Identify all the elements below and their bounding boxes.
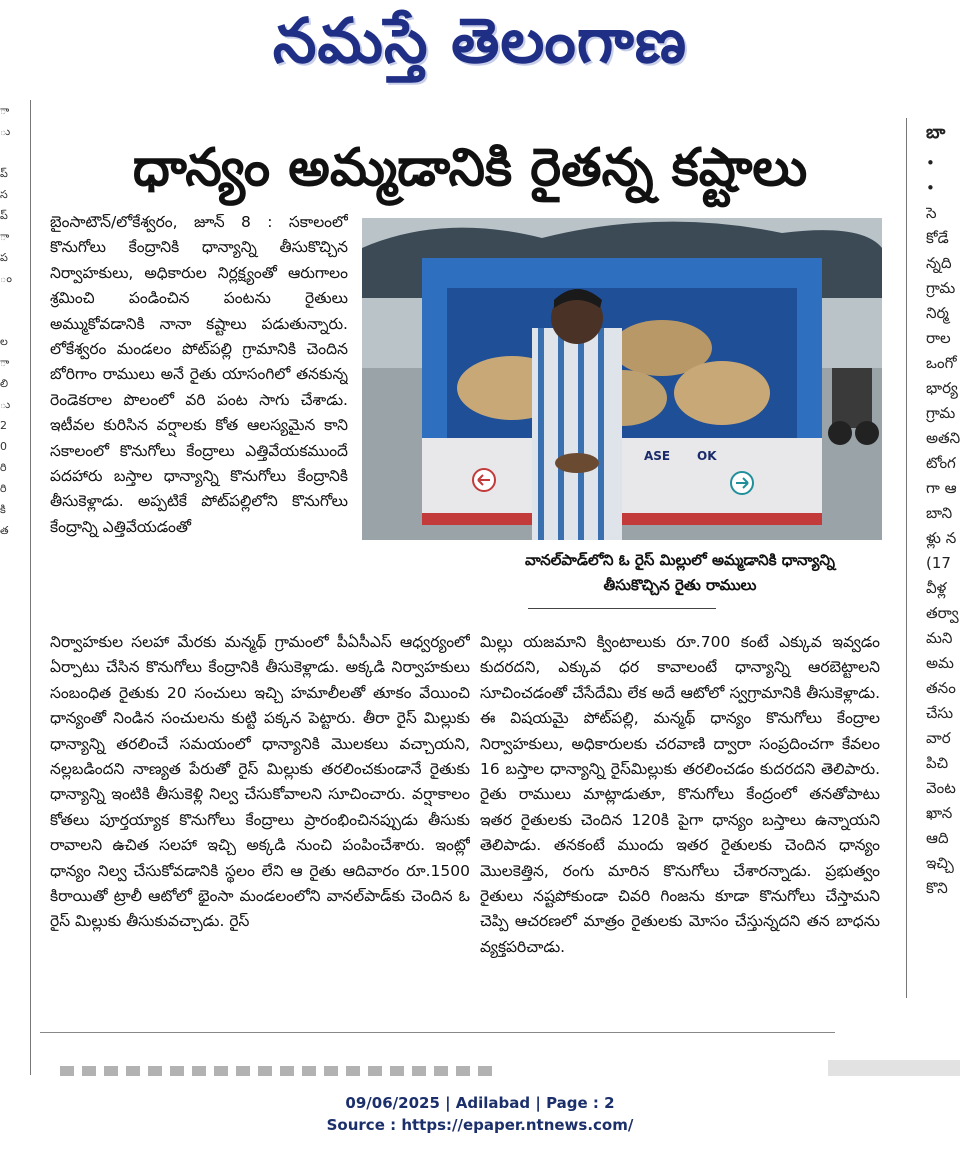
article-paragraph-3: మిల్లు యజమాని క్వింటాలుకు రూ.700 కంటే ఎక్కువ ఇవ్వడం కుదరదని, ఎక్కువ ధర కావాలంటే ధాన్యాన్ని ఆరబెట్టాలని సూచించడంతో చేసేదేమి లేక అదే ఆటోలో స్వగ్రామానికి తీసుకెళ్లాడు. ఈ విషయమై పోట్‌పల్లి, మన్మథ్ ధాన్యం కొనుగోలు కేంద్రాల నిర్వాహకులు, అధికారులకు చరవాణి ద్వారా సంప్రదించగా కేవలం 16 బస్తాల ధాన్యాన్ని రైస్‌మిల్లుకు తరలించడం కుదరదని తెలిపారు. రైతు రాములు మాట్లాడుతూ, కొనుగోలు కేంద్రంలో తనతోపాటు ఇతర రైతులకు చెందిన 120కి పైగా ధాన్యం బస్తాలు ఉన్నాయని తెలిపాడు. తనకంటే ముందు ఇతర రైతులకు చెందిన ధాన్యం మొలకెత్తిన, రంగు మారిన కొనుగోలు చేశారన్నాడు. ప్రభుత్వం రైతులు నష్టపోకుండా చివరి గింజను కూడా కొనుగోలు చేస్తామని చెప్పి ఆచరణలో మాత్రం రైతులకు మోసం చేస్తున్నదని తన బాధను వ్యక్తపరిచాడు.: [480, 633, 880, 956]
photo-caption: వానల్‌పాడ్‌లోని ఓ రైస్ మిల్లులో అమ్మడానికి ధాన్యాన్ని తీసుకొచ్చిన రైతు రాములు: [524, 551, 836, 594]
truck-label-left: ASE: [644, 449, 671, 463]
adjacent-column-left: [0, 100, 12, 940]
footer-date-edition: 09/06/2025 | Adilabad | Page : 2: [345, 1094, 615, 1112]
column-divider-left: [30, 100, 31, 1075]
caption-underline: [528, 608, 716, 609]
article-column-1-top: [50, 210, 348, 630]
truck-label-right: OK: [697, 449, 717, 463]
farmer-with-truck-image: [362, 218, 882, 540]
article-photo: [362, 218, 882, 540]
section-divider-bottom: [40, 1032, 835, 1033]
next-article-headline-cut: [60, 1066, 500, 1076]
right-column-text: • • సె కోడే న్నది గ్రామ నిర్మ రాల ఒంగో భార్య గ్రామ అతని టోంగ గా ఆ బాని ళ్లు న (17 వీళ్ల తర్వా మని అమ తనం చేసు వార పిచి వెంట ఖాన ఆది ఇచ్చి కొని: [926, 154, 960, 897]
masthead-title: నమస్తే తెలంగాణ: [272, 4, 688, 77]
footer-source-link[interactable]: Source : https://epaper.ntnews.com/: [326, 1116, 634, 1134]
article-column-1-bottom: [50, 630, 470, 1010]
next-article-header-box: [828, 1060, 960, 1076]
right-column-heading: బా: [926, 122, 946, 143]
newspaper-masthead: [0, 0, 960, 90]
article-headline: ధాన్యం అమ్మడానికి రైతన్న కష్టాలు: [132, 138, 808, 198]
column-divider-right: [906, 118, 907, 998]
left-strip-text: ా ు ప్ స ప్ ా ప ం ల ా లి ు 2 0 రి రి కి త: [0, 104, 12, 537]
page-footer: [0, 1092, 960, 1136]
article-paragraph-2: నిర్వాహకుల సలహా మేరకు మన్మథ్ గ్రామంలో పీఏసీఎస్ ఆధ్వర్యంలో ఏర్పాటు చేసిన కొనుగోలు కేంద్రానికి తీసుకెళ్లాడు. అక్కడి నిర్వాహకులు సంబంధిత రైతుకు 20 సంచులు ఇచ్చి హమాలీలతో తూకం వేయించి ధాన్యంతో నిండిన సంచులను కుట్టి పక్కన పెట్టారు. తీరా రైస్ మిల్లుకు ధాన్యాన్ని తరలించే సమయంలో ధాన్యానికి మొలకలు వచ్చాయని, నల్లబడిందని నాణ్యత పేరుతో రైస్ మిల్లుకు తరలించకుండానే రైతుకు ధాన్యాన్ని ఇంటికి తీసుకెళ్లి నిల్వ చేసుకోవాలని సూచించారు. వర్షాకాలం కోతలు పూర్తయ్యాక కొనుగోలు కేంద్రాలు ప్రారంభించినప్పుడు తీసుకు రావాలని ఉచిత సలహా ఇచ్చి అక్కడి నుంచి పంపించేశారు. ఇంట్లో ధాన్యం నిల్వ చేసుకోవడానికి స్థలం లేని ఆ రైతు ఆదివారం రూ.1500 కిరాయితో ట్రాలీ ఆటోలో భైంసా మండలంలోని వానల్‌పాడ్‌కు చెందిన ఓ రైస్ మిల్లుకు తీసుకువచ్చాడు. రైస్: [50, 633, 470, 931]
article-column-2: [480, 630, 880, 1010]
adjacent-column-right: [926, 120, 960, 1000]
article-paragraph-1: బైంసాటౌన్/లోకేశ్వరం, జూన్ 8 : సకాలంలో కొనుగోలు కేంద్రానికి ధాన్యాన్ని తీసుకొచ్చిన నిర్వాహకులు, అధికారుల నిర్లక్ష్యంతో ఆరుగాలం శ్రమించి పండించిన పంటను రైతులు అమ్ముకోవడానికి నానా కష్టాలు పడుతున్నారు. లోకేశ్వరం మండలం పోట్‌పల్లి గ్రామానికి చెందిన బోరిగాం రాములు అనే రైతు యాసంగిలో తనకున్న రెండెకరాల పొలంలో వరి పంట సాగు చేశాడు. ఇటీవల కురిసిన వర్షాలకు కోత ఆలస్యమైన కాని సకాలంలో కొనుగోలు కేంద్రాలు ఎత్తివేయకముందే పదహారు బస్తాల ధాన్యాన్ని కొనుగోలు కేంద్రానికి తీసుకెళ్లాడు. అప్పటికే పోట్‌పల్లిలోని కొనుగోలు కేంద్రాన్ని ఎత్తివేయడంతో: [50, 213, 348, 536]
